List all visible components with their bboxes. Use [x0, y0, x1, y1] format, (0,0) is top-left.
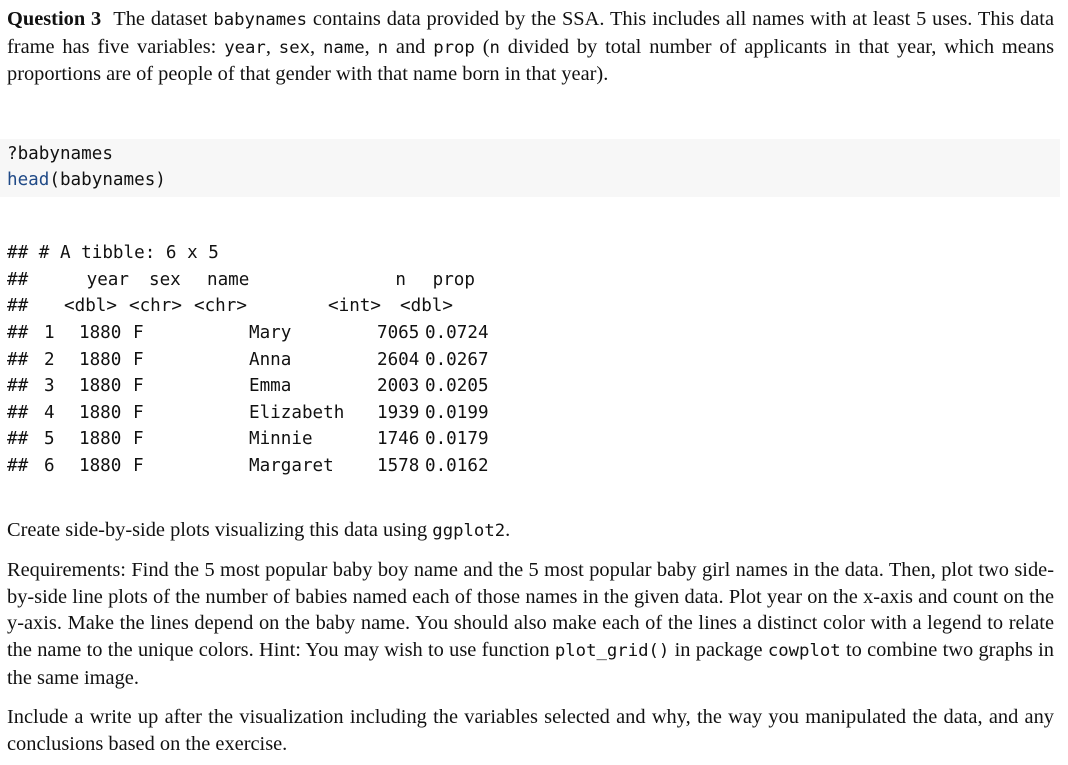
type-year: <dbl>	[64, 296, 117, 316]
cell-sex: F	[133, 429, 144, 450]
code-line-2	[7, 167, 166, 193]
cell-prop: 0.0179	[425, 429, 489, 450]
inline-code: cowplot	[767, 641, 841, 662]
create-text: Create side-by-side plots visualizing this data using	[7, 519, 433, 541]
inline-code: sex	[278, 37, 311, 58]
cell-sex: F	[133, 402, 144, 423]
row-index: 1	[44, 323, 55, 343]
intro-text: contains data provided by the SSA. This includes all names with at least 5 uses. This data frame has five variables:	[7, 8, 1054, 58]
cell-sex: F	[133, 456, 144, 476]
code-line-1: ?babynames	[7, 144, 113, 164]
output-prefix: ##	[7, 376, 29, 397]
cell-name: Anna	[249, 349, 292, 370]
cell-year: 1880	[79, 456, 122, 476]
cell-sex: F	[133, 323, 144, 343]
cell-n: 1578	[377, 456, 420, 476]
cell-prop: 0.0267	[425, 349, 489, 370]
cell-year: 1880	[79, 323, 122, 343]
cell-n: 7065	[377, 323, 420, 343]
output-column-types	[7, 293, 453, 319]
intro-text: (	[474, 35, 490, 58]
inline-code: babynames	[213, 10, 307, 30]
row-index: 3	[44, 376, 55, 397]
output-row	[7, 400, 487, 426]
row-index: 5	[44, 429, 55, 450]
inline-code: year	[224, 37, 266, 58]
row-index: 6	[44, 456, 55, 476]
output-row	[7, 320, 487, 346]
row-index: 2	[44, 349, 55, 370]
cell-name: Mary	[249, 323, 292, 343]
intro-text: The dataset	[113, 8, 214, 30]
intro-text: ,	[364, 35, 378, 58]
output-prefix: ##	[7, 456, 29, 476]
inline-code: prop	[433, 37, 475, 58]
output-prefix: ##	[7, 323, 29, 343]
inline-code: ggplot2	[432, 521, 506, 541]
output-prefix: ##	[7, 402, 29, 423]
cell-name: Minnie	[249, 429, 313, 450]
type-n: <int>	[328, 296, 381, 316]
requirements-paragraph	[7, 557, 1054, 692]
type-sex: <chr>	[129, 296, 182, 316]
cell-sex: F	[133, 349, 144, 370]
output-prefix: ##	[7, 429, 29, 450]
inline-code: name	[323, 37, 365, 58]
writeup-paragraph: Include a write up after the visualization including the variables selected and why, the way you manipulated the data, and any conclusions based on the exercise.	[7, 706, 1054, 755]
inline-code: n	[489, 37, 500, 58]
cell-prop: 0.0162	[425, 456, 489, 476]
cell-n: 2604	[377, 349, 420, 370]
output-prefix: ##	[7, 270, 29, 290]
output-prefix: ##	[7, 296, 29, 316]
column-sex: sex	[149, 270, 181, 290]
output-column-names	[7, 267, 475, 293]
cell-name: Elizabeth	[249, 402, 345, 423]
column-n: n	[395, 270, 406, 290]
column-name: name	[207, 270, 250, 290]
output-row	[7, 426, 487, 452]
output-header: ## # A tibble: 6 x 5	[7, 243, 219, 263]
intro-text: and	[388, 35, 434, 58]
requirements-text: Requirements: Find the 5 most popular baby boy name and the 5 most popular baby girl names in the data. Then, plot two side-by-side line plots of the number of babies named each of those names in the given data. Plot year on the x-axis and count on the y-axis. Make the lines depend on the baby name. You should also make each of the lines a distinct color with a legend to relate the name to the unique colors. Hint: You may wish to use function	[7, 559, 1054, 662]
cell-year: 1880	[79, 429, 122, 450]
output-prefix: ##	[7, 349, 29, 370]
type-prop: <dbl>	[400, 296, 453, 316]
create-paragraph	[7, 517, 1054, 545]
question-paragraph	[7, 6, 1054, 88]
question-label: Question 3	[7, 8, 102, 30]
column-year: year	[86, 270, 129, 290]
cell-year: 1880	[79, 376, 122, 397]
intro-text: ,	[265, 35, 279, 58]
cell-sex: F	[133, 376, 144, 397]
cell-prop: 0.0205	[425, 376, 489, 397]
cell-year: 1880	[79, 402, 122, 423]
cell-n: 2003	[377, 376, 420, 397]
output-row	[7, 373, 487, 399]
cell-prop: 0.0199	[425, 402, 489, 423]
intro-text: ,	[310, 35, 323, 58]
function-args: (babynames)	[49, 170, 166, 190]
output-row	[7, 347, 487, 373]
output-row	[7, 453, 487, 479]
cell-n: 1939	[377, 402, 420, 423]
cell-prop: 0.0724	[425, 323, 489, 343]
row-index: 4	[44, 402, 55, 423]
cell-name: Margaret	[249, 456, 334, 476]
cell-n: 1746	[377, 429, 420, 450]
cell-name: Emma	[249, 376, 292, 397]
inline-code: n	[377, 37, 389, 58]
type-name: <chr>	[194, 296, 247, 316]
requirements-text: to combine two graphs in the same image.	[7, 639, 1054, 689]
inline-code: plot_grid()	[554, 641, 670, 662]
column-prop: prop	[432, 270, 475, 290]
requirements-text: in package	[669, 639, 768, 662]
code-chunk	[0, 139, 1060, 197]
function-name: head	[7, 170, 50, 190]
create-text: .	[505, 519, 511, 541]
intro-text: divided by total number of applicants in that year, which means proportions are of people of that gender with that name born in that year).	[7, 35, 1055, 86]
cell-year: 1880	[79, 349, 122, 370]
